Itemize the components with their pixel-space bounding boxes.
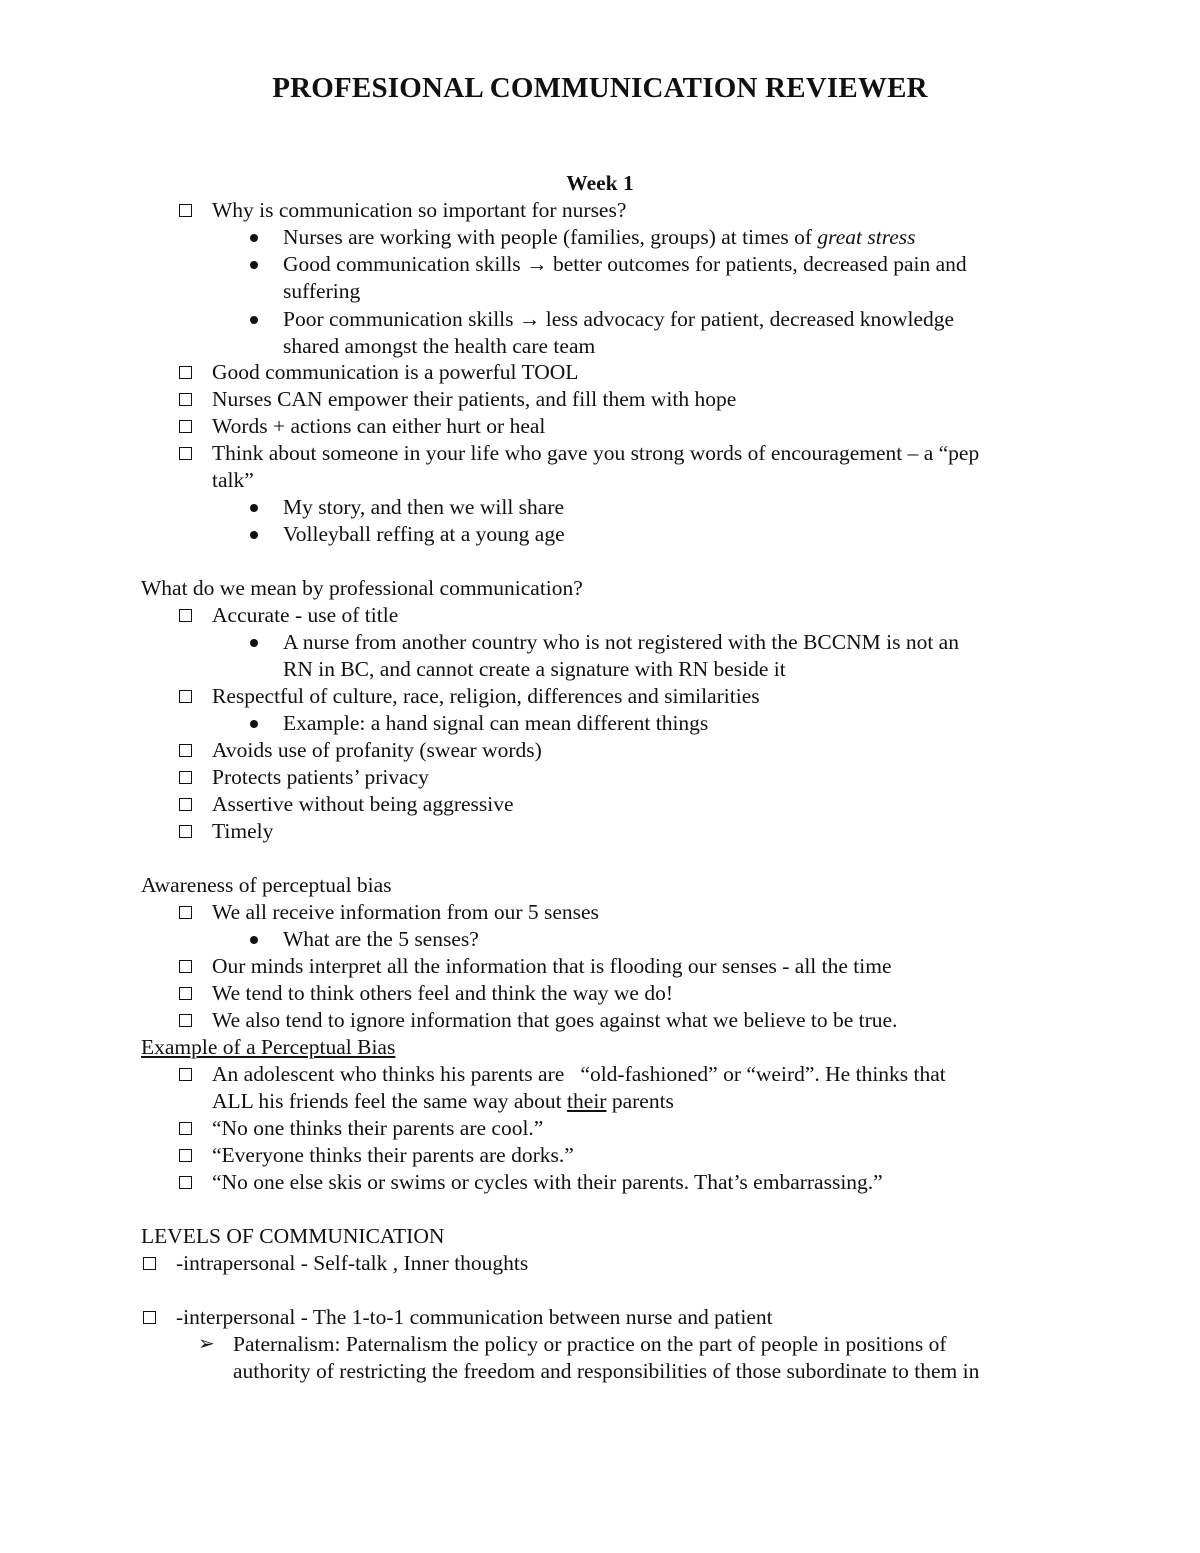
list-item: -intrapersonal - Self-talk , Inner thoughts bbox=[176, 1251, 529, 1275]
section-heading: LEVELS OF COMMUNICATION bbox=[141, 1224, 445, 1248]
bullet-icon bbox=[250, 261, 258, 269]
list-item: Avoids use of profanity (swear words) bbox=[212, 738, 542, 762]
list-item-continuation: shared amongst the health care team bbox=[283, 334, 596, 358]
list-item: Why is communication so important for nurses? bbox=[212, 198, 627, 222]
bullet-icon bbox=[250, 531, 258, 539]
list-item: Respectful of culture, race, religion, differences and similarities bbox=[212, 684, 760, 708]
arrow-bullet-icon: ➢ bbox=[198, 1333, 215, 1355]
list-item: Timely bbox=[212, 819, 274, 843]
checkbox-icon bbox=[179, 690, 192, 703]
checkbox-icon bbox=[143, 1311, 156, 1324]
list-item: An adolescent who thinks his parents are “old-fashioned” or “weird”. He thinks that bbox=[212, 1062, 946, 1086]
list-item: “No one else skis or swims or cycles with their parents. That’s embarrassing.” bbox=[212, 1170, 883, 1194]
checkbox-icon bbox=[179, 1149, 192, 1162]
checkbox-icon bbox=[179, 987, 192, 1000]
list-item: A nurse from another country who is not registered with the BCCNM is not an bbox=[283, 630, 959, 654]
week-heading: Week 1 bbox=[566, 171, 634, 195]
list-item: Think about someone in your life who gave you strong words of encouragement – a “pep bbox=[212, 441, 980, 465]
checkbox-icon bbox=[179, 771, 192, 784]
arrow-right-icon: → bbox=[518, 307, 541, 331]
list-item-continuation: authority of restricting the freedom and responsibilities of those subordinate to them in bbox=[233, 1359, 980, 1383]
list-item: “Everyone thinks their parents are dorks.” bbox=[212, 1143, 574, 1167]
list-item: Our minds interpret all the information that is flooding our senses - all the time bbox=[212, 954, 892, 978]
list-item: Words + actions can either hurt or heal bbox=[212, 414, 546, 438]
section-heading: Awareness of perceptual bias bbox=[141, 873, 392, 897]
list-item-continuation: talk” bbox=[212, 468, 254, 492]
checkbox-icon bbox=[179, 1176, 192, 1189]
checkbox-icon bbox=[179, 609, 192, 622]
list-item: My story, and then we will share bbox=[283, 495, 565, 519]
bullet-icon bbox=[250, 720, 258, 728]
list-item: We also tend to ignore information that goes against what we believe to be true. bbox=[212, 1008, 898, 1032]
bullet-icon bbox=[250, 234, 258, 242]
checkbox-icon bbox=[179, 798, 192, 811]
list-item: Nurses CAN empower their patients, and fill them with hope bbox=[212, 387, 737, 411]
document-title: PROFESIONAL COMMUNICATION REVIEWER bbox=[272, 72, 928, 104]
list-item-continuation: RN in BC, and cannot create a signature with RN beside it bbox=[283, 657, 786, 681]
list-item: We all receive information from our 5 senses bbox=[212, 900, 599, 924]
checkbox-icon bbox=[179, 960, 192, 973]
checkbox-icon bbox=[179, 1014, 192, 1027]
arrow-right-icon: → bbox=[526, 252, 548, 276]
checkbox-icon bbox=[179, 1068, 192, 1081]
list-item: Volleyball reffing at a young age bbox=[283, 522, 565, 546]
list-item: Accurate - use of title bbox=[212, 603, 399, 627]
checkbox-icon bbox=[179, 393, 192, 406]
list-item-continuation: suffering bbox=[283, 279, 361, 303]
list-item: Paternalism: Paternalism the policy or practice on the part of people in positions of bbox=[233, 1332, 947, 1356]
bullet-icon bbox=[250, 316, 258, 324]
list-item: Example: a hand signal can mean different things bbox=[283, 711, 709, 735]
list-item: Good communication skills → better outcomes for patients, decreased pain and bbox=[283, 252, 967, 276]
section-heading: Example of a Perceptual Bias bbox=[141, 1035, 396, 1059]
checkbox-icon bbox=[179, 420, 192, 433]
list-item: Assertive without being aggressive bbox=[212, 792, 514, 816]
checkbox-icon bbox=[179, 1122, 192, 1135]
list-item: Protects patients’ privacy bbox=[212, 765, 429, 789]
checkbox-icon bbox=[179, 906, 192, 919]
checkbox-icon bbox=[179, 204, 192, 217]
list-item: Poor communication skills → less advocacy for patient, decreased knowledge bbox=[283, 307, 955, 331]
checkbox-icon bbox=[179, 366, 192, 379]
bullet-icon bbox=[250, 639, 258, 647]
section-heading: What do we mean by professional communication? bbox=[141, 576, 583, 600]
checkbox-icon bbox=[179, 447, 192, 460]
list-item: Nurses are working with people (families, groups) at times of great stress bbox=[283, 225, 916, 249]
bullet-icon bbox=[250, 936, 258, 944]
checkbox-icon bbox=[179, 825, 192, 838]
list-item: Good communication is a powerful TOOL bbox=[212, 360, 579, 384]
bullet-icon bbox=[250, 504, 258, 512]
list-item: We tend to think others feel and think the way we do! bbox=[212, 981, 673, 1005]
checkbox-icon bbox=[143, 1257, 156, 1270]
list-item: What are the 5 senses? bbox=[283, 927, 479, 951]
checkbox-icon bbox=[179, 744, 192, 757]
list-item-continuation: ALL his friends feel the same way about their parents bbox=[212, 1089, 674, 1113]
list-item: “No one thinks their parents are cool.” bbox=[212, 1116, 544, 1140]
list-item: -interpersonal - The 1-to-1 communication between nurse and patient bbox=[176, 1305, 773, 1329]
